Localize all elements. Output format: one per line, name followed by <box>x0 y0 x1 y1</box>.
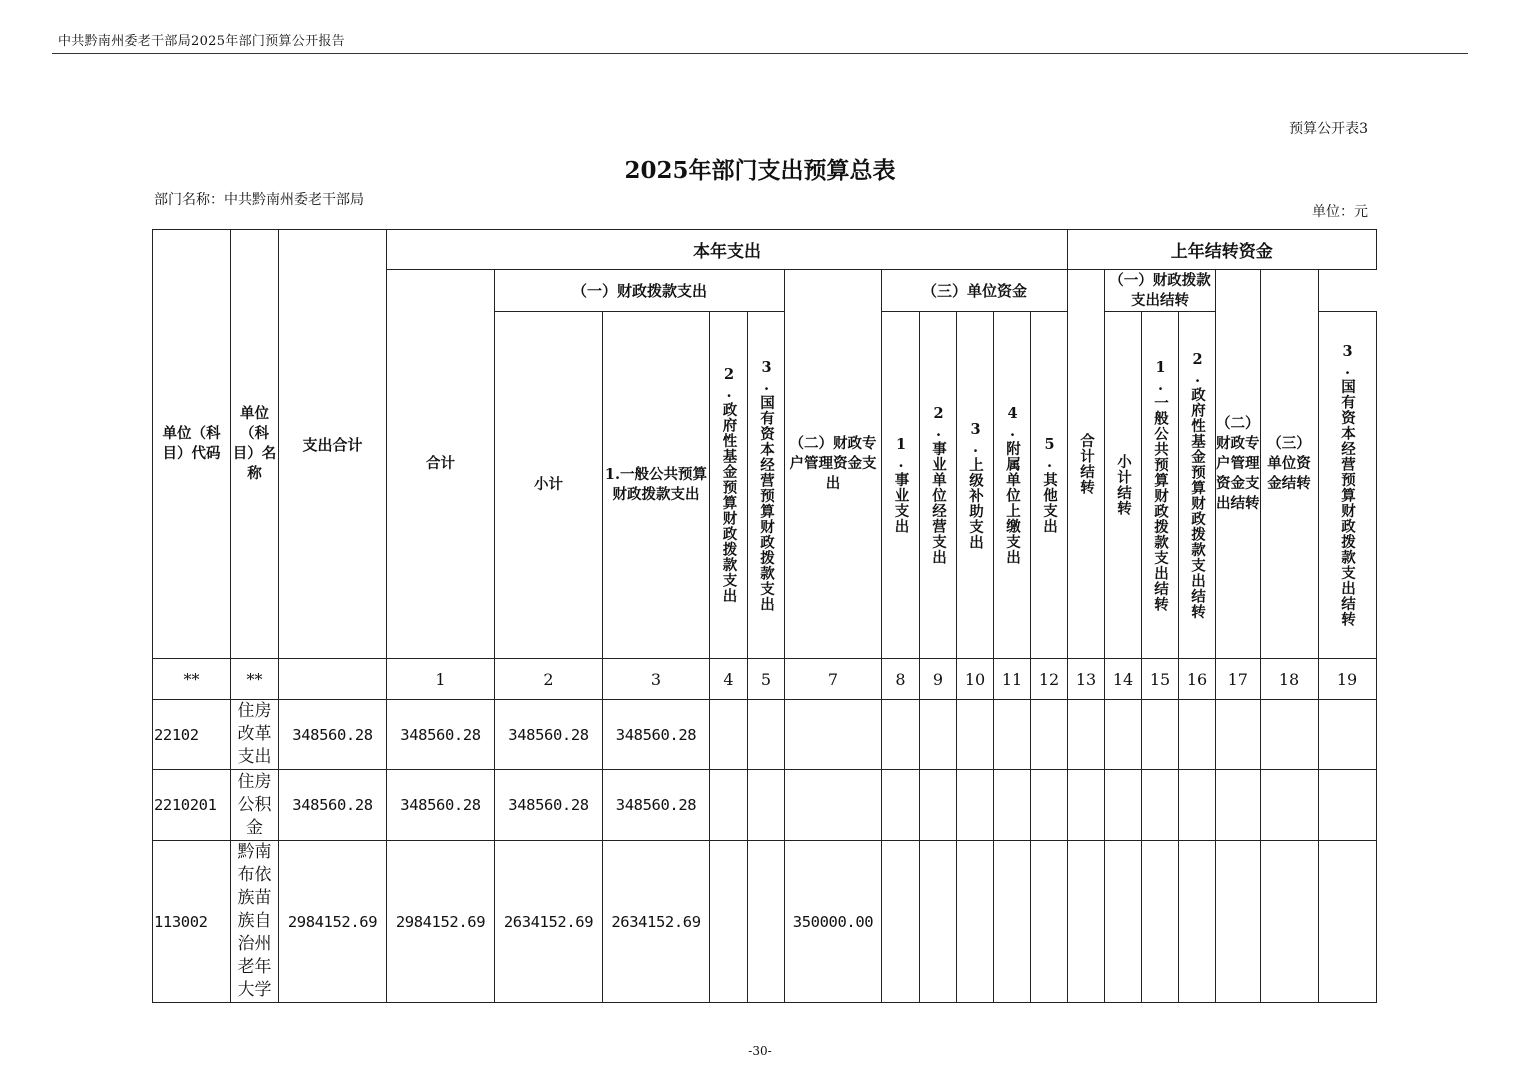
row-heji: 2984152.69 <box>387 841 495 1003</box>
page-number: -30- <box>748 1044 772 1058</box>
index-cell: 8 <box>882 659 920 700</box>
header-unit-4: 4.附属单位上缴支出 <box>1004 405 1021 565</box>
index-cell: 19 <box>1318 659 1376 700</box>
index-cell: 4 <box>710 659 748 700</box>
header-general-budget: 1.一般公共预算财政拨款支出 <box>603 312 710 659</box>
table-row <box>153 841 1377 1003</box>
row-heji: 348560.28 <box>387 770 495 841</box>
row-special <box>785 770 882 841</box>
header-unit-2: 2.事业单位经营支出 <box>930 405 947 565</box>
row-xiaoji: 348560.28 <box>495 770 603 841</box>
header-gov-fund: 2.政府性基金预算财政拨款支出 <box>720 366 738 604</box>
index-cell: 12 <box>1031 659 1068 700</box>
page-header: 中共黔南州委老干部局2025年部门预算公开报告 <box>58 34 345 49</box>
index-cell: 2 <box>495 659 603 700</box>
header-total: 支出合计 <box>279 230 387 659</box>
table-row <box>153 770 1377 841</box>
index-cell: 13 <box>1068 659 1105 700</box>
header-unit-5: 5.其他支出 <box>1041 436 1058 534</box>
header-divider <box>52 53 1468 54</box>
header-carry-state: 3.国有资本经营预算财政拨款支出结转 <box>1339 343 1356 627</box>
page-title: 2025年部门支出预算总表 <box>624 157 896 184</box>
header-carry-general: 1.一般公共预算财政拨款支出结转 <box>1152 358 1169 612</box>
table-row <box>153 700 1377 770</box>
header-xiaoji: 小计 <box>495 312 603 659</box>
header-heji: 合计 <box>387 270 495 659</box>
index-cell: 10 <box>957 659 994 700</box>
index-cell: 1 <box>387 659 495 700</box>
expenditure-budget-table <box>152 229 1377 1003</box>
row-general: 348560.28 <box>603 770 710 841</box>
row-special <box>785 700 882 770</box>
row-name: 住房公积金 <box>231 770 279 841</box>
row-special: 350000.00 <box>785 841 882 1003</box>
index-cell: 3 <box>603 659 710 700</box>
header-carry-special: （二）财政专户管理资金支出结转 <box>1216 270 1261 659</box>
header-carry-fiscal-group: （一）财政拨款支出结转 <box>1105 270 1216 312</box>
index-cell: 5 <box>748 659 785 700</box>
header-carry-total: 合计结转 <box>1078 433 1095 495</box>
header-unit-3: 3.上级补助支出 <box>967 420 984 550</box>
row-code: 113002 <box>153 841 231 1003</box>
row-xiaoji: 348560.28 <box>495 700 603 770</box>
row-code: 2210201 <box>153 770 231 841</box>
row-xiaoji: 2634152.69 <box>495 841 603 1003</box>
index-cell <box>279 659 387 700</box>
index-cell: 9 <box>920 659 957 700</box>
index-cell: 7 <box>785 659 882 700</box>
header-unit-funds-group: （三）单位资金 <box>882 270 1068 312</box>
header-name: 单位（科目）名称 <box>231 230 279 659</box>
index-cell: 15 <box>1142 659 1179 700</box>
table-number: 预算公开表3 <box>1289 121 1368 137</box>
row-name: 住房改革支出 <box>231 700 279 770</box>
row-general: 2634152.69 <box>603 841 710 1003</box>
header-carry-unit: （三）单位资金结转 <box>1260 270 1318 659</box>
index-cell: 18 <box>1260 659 1318 700</box>
row-name: 黔南布依族苗族自治州老年大学 <box>231 841 279 1003</box>
index-cell: 16 <box>1179 659 1216 700</box>
header-carry-xiaoji: 小计结转 <box>1115 454 1132 516</box>
row-total: 2984152.69 <box>279 841 387 1003</box>
index-row <box>153 659 1377 700</box>
index-cell: ** <box>153 659 231 700</box>
header-unit-1: 1.事业支出 <box>892 436 910 534</box>
header-fiscal-group: （一）财政拨款支出 <box>495 270 785 312</box>
header-code: 单位（科目）代码 <box>153 230 231 659</box>
row-code: 22102 <box>153 700 231 770</box>
unit-label: 单位：元 <box>1312 204 1368 220</box>
header-special-account: （二）财政专户管理资金支出 <box>785 270 882 659</box>
header-carry-gov: 2.政府性基金预算财政拨款支出结转 <box>1189 350 1206 620</box>
index-cell: 17 <box>1216 659 1261 700</box>
header-last-year-carryover: 上年结转资金 <box>1068 230 1377 270</box>
row-total: 348560.28 <box>279 770 387 841</box>
department-name: 部门名称：中共黔南州委老干部局 <box>154 192 364 208</box>
header-state-capital: 3.国有资本经营预算财政拨款支出 <box>758 358 775 612</box>
row-general: 348560.28 <box>603 700 710 770</box>
index-cell: 14 <box>1105 659 1142 700</box>
header-this-year: 本年支出 <box>387 230 1068 270</box>
index-cell: 11 <box>994 659 1031 700</box>
row-total: 348560.28 <box>279 700 387 770</box>
index-cell: ** <box>231 659 279 700</box>
row-heji: 348560.28 <box>387 700 495 770</box>
